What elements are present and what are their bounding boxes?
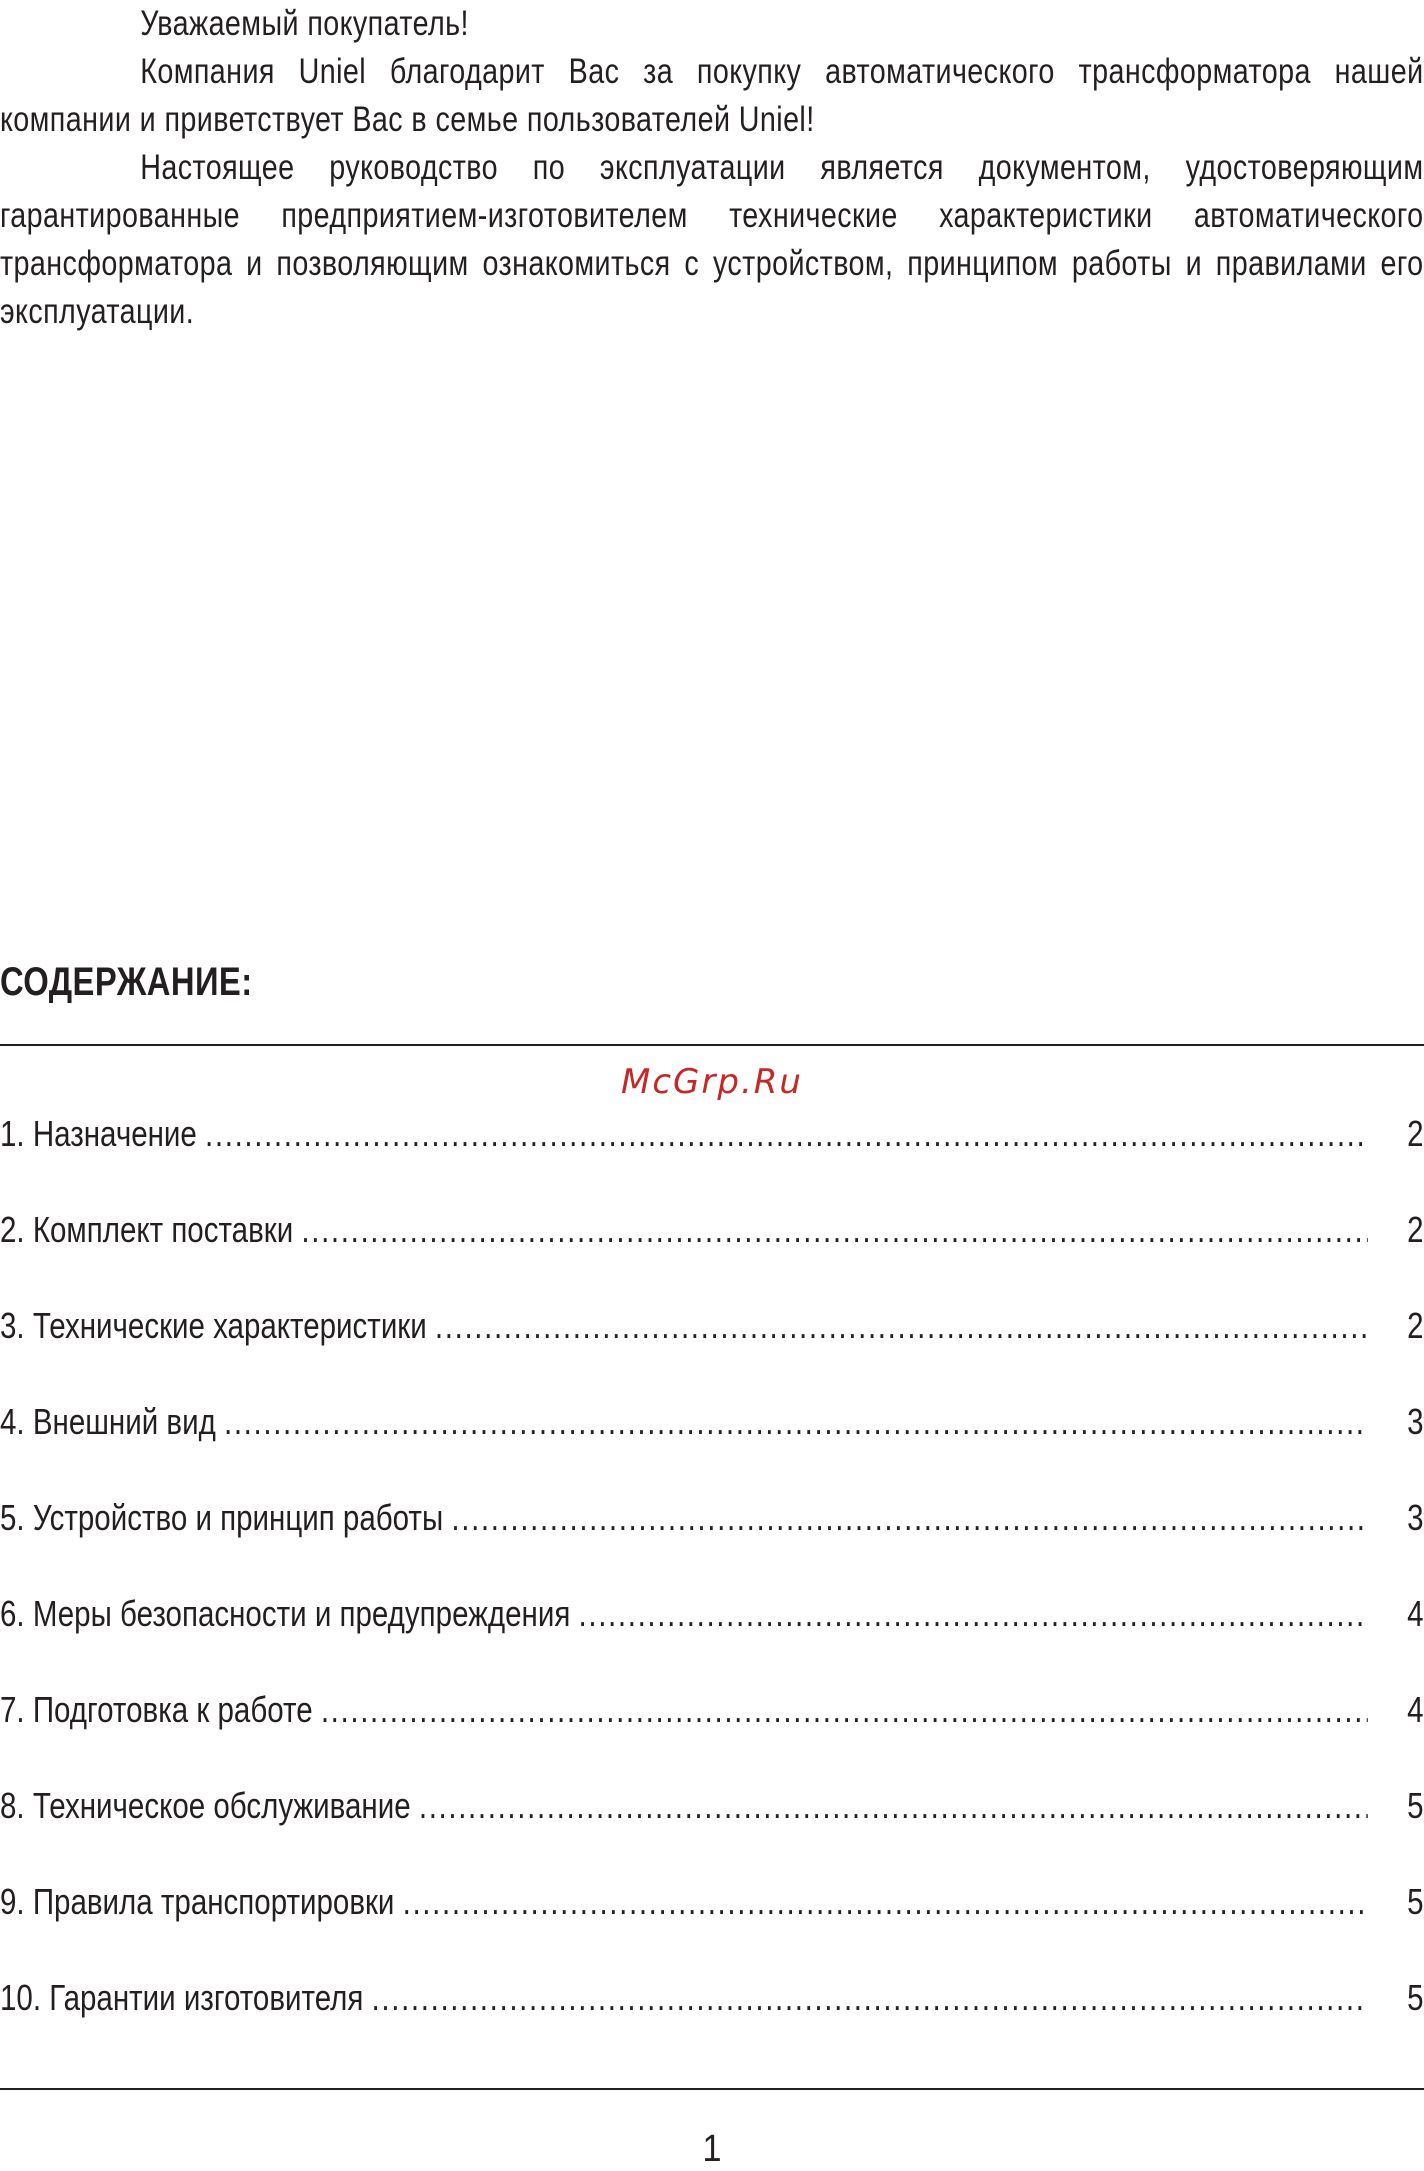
toc-item-page: 2	[1407, 1113, 1424, 1154]
toc-dot-leader	[205, 1106, 1368, 1162]
toc-bottom-divider	[0, 2088, 1424, 2090]
toc-item[interactable]	[0, 1586, 1424, 1682]
toc-item-page: 2	[1407, 1209, 1424, 1250]
page-number: 1	[702, 2128, 722, 2170]
toc-dot-leader	[403, 1874, 1368, 1930]
toc-dot-leader	[579, 1586, 1368, 1642]
toc-item-label: 4. Внешний вид	[0, 1401, 216, 1442]
toc-dot-leader	[301, 1202, 1367, 1258]
toc-dot-leader	[451, 1490, 1367, 1546]
greeting: Уважаемый покупатель!	[140, 4, 469, 43]
watermark: McGrp.Ru	[621, 1062, 803, 1102]
intro-paragraph-2: Настоящее руководство по эксплуатации является документом, удостоверяющим гарантированные предприятием-изготовителем технические характеристики автоматического трансформатора и позволяющим ознакомиться с устройством, принципом работы и правилами его эксплуатации.	[0, 148, 1424, 331]
toc-item-page: 4	[1407, 1593, 1424, 1634]
toc-item[interactable]	[0, 1106, 1424, 1202]
intro-paragraph-1: Компания Uniel благодарит Вас за покупку автоматического трансформатора нашей компании и приветствует Вас в семье пользователей Uniel!	[0, 52, 1424, 139]
toc-item-page: 5	[1407, 1785, 1424, 1826]
toc-item-page: 4	[1407, 1689, 1424, 1730]
toc-item-label: 1. Назначение	[0, 1113, 197, 1154]
toc-item-label: 6. Меры безопасности и предупреждения	[0, 1593, 571, 1634]
toc-dot-leader	[321, 1682, 1368, 1738]
toc-item[interactable]	[0, 1682, 1424, 1778]
toc-top-divider	[0, 1044, 1424, 1046]
toc-item[interactable]	[0, 1970, 1424, 2066]
toc-dot-leader	[224, 1394, 1368, 1450]
toc-item-page: 3	[1407, 1497, 1424, 1538]
toc-dot-leader	[435, 1298, 1368, 1354]
toc-list	[0, 1106, 1424, 2066]
toc-item[interactable]	[0, 1490, 1424, 1586]
toc-item[interactable]	[0, 1778, 1424, 1874]
toc-item-label: 9. Правила транспортировки	[0, 1881, 395, 1922]
intro-section	[0, 0, 1424, 336]
toc-item-label: 2. Комплект поставки	[0, 1209, 294, 1250]
toc-item-label: 5. Устройство и принцип работы	[0, 1497, 444, 1538]
toc-item[interactable]	[0, 1298, 1424, 1394]
toc-item-page: 5	[1407, 1977, 1424, 2018]
toc-item[interactable]	[0, 1394, 1424, 1490]
toc-item[interactable]	[0, 1202, 1424, 1298]
toc-item-label: 3. Технические характеристики	[0, 1305, 427, 1346]
toc-item-label: 10. Гарантии изготовителя	[0, 1977, 364, 2018]
toc-title: СОДЕРЖАНИЕ:	[0, 960, 253, 1004]
toc-item[interactable]	[0, 1874, 1424, 1970]
toc-item-page: 3	[1407, 1401, 1424, 1442]
toc-item-label: 7. Подготовка к работе	[0, 1689, 313, 1730]
toc-item-label: 8. Техническое обслуживание	[0, 1785, 411, 1826]
toc-item-page: 2	[1407, 1305, 1424, 1346]
toc-item-page: 5	[1407, 1881, 1424, 1922]
toc-dot-leader	[419, 1778, 1368, 1834]
toc-dot-leader	[372, 1970, 1368, 2026]
